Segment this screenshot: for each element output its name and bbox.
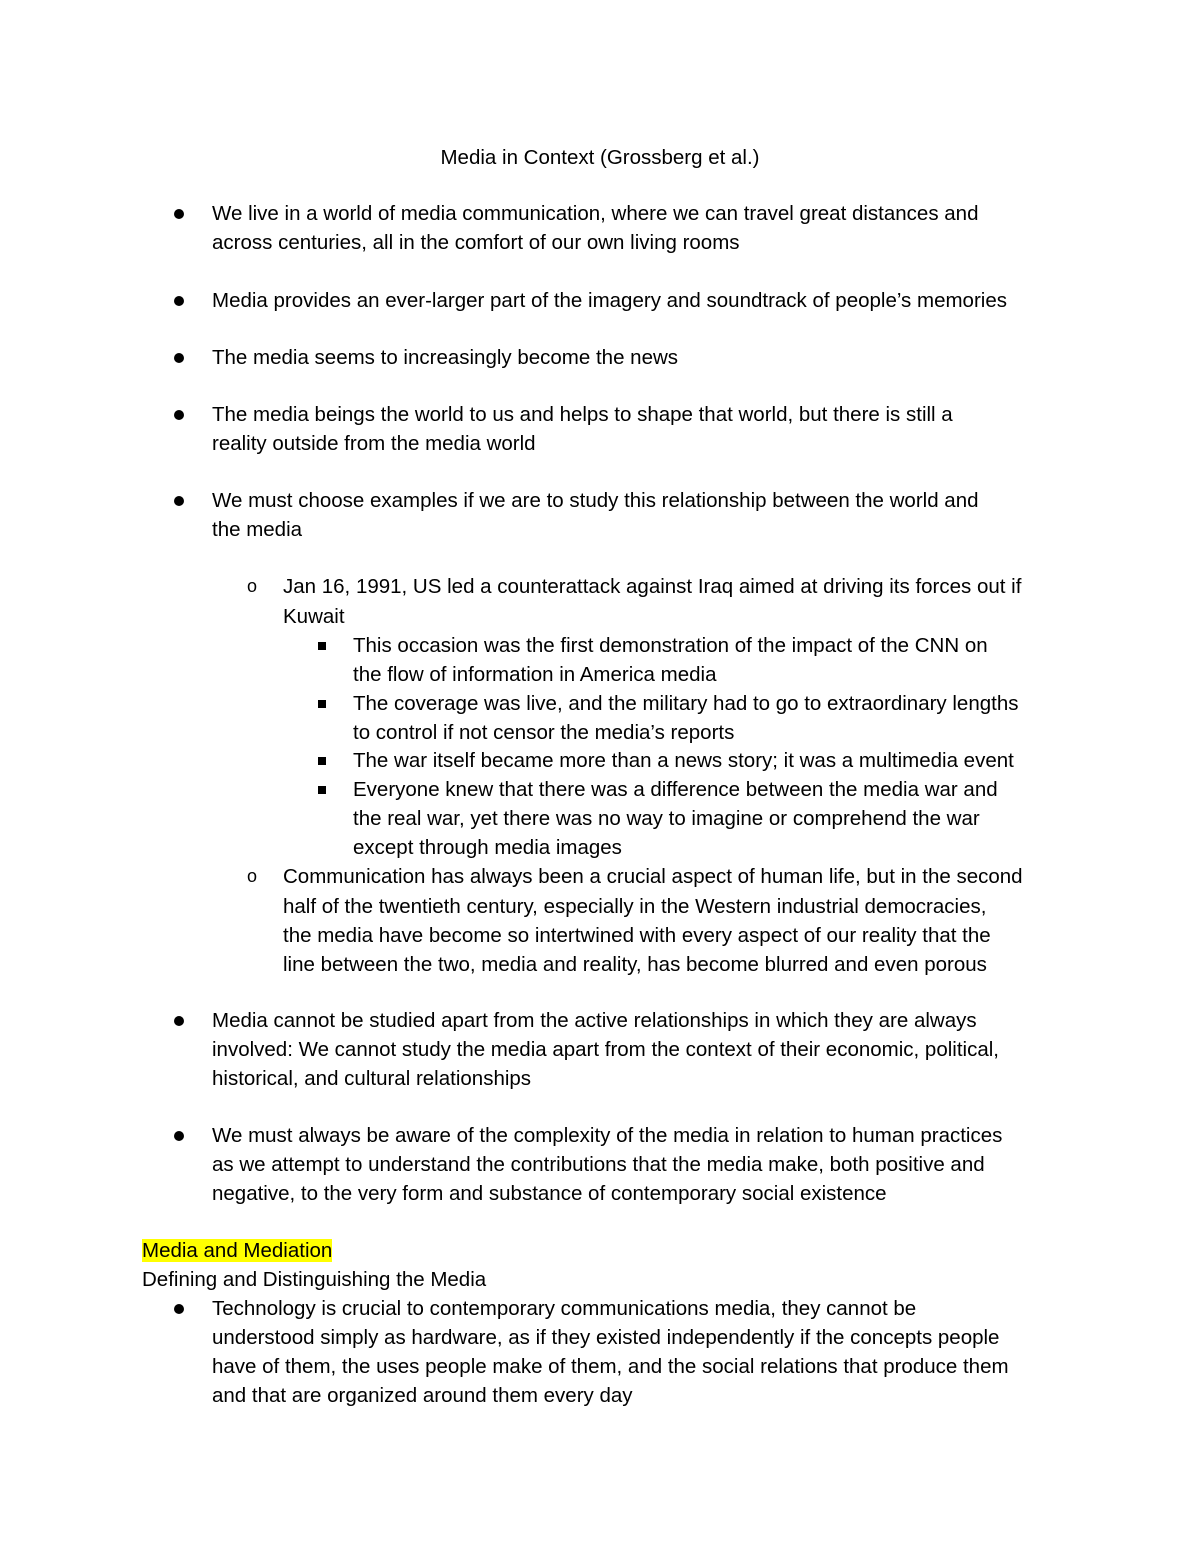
section-bullet-1-line-3: have of them, the uses people make of them, and the social relations that produce them [212,1355,1009,1378]
square-bullet-marker [318,642,326,650]
bullet-7-line-3: negative, to the very form and substance of contemporary social existence [212,1182,887,1205]
section-bullet-1-line-1: Technology is crucial to contemporary communications media, they cannot be [212,1297,917,1320]
section-heading-highlight: Media and Mediation [142,1239,333,1262]
sub-bullet-2-line-3: the media have become so intertwined with every aspect of our reality that the [283,924,991,947]
sub-sub-bullet-3-line-1: The war itself became more than a news story; it was a multimedia event [353,749,1014,772]
bullet-5-line-2: the media [212,518,303,541]
sub-bullet-1-line-1: Jan 16, 1991, US led a counterattack against Iraq aimed at driving its forces out if [283,575,1022,598]
square-bullet-marker [318,786,326,794]
section-bullet-1-line-4: and that are organized around them every day [212,1384,633,1407]
bullet-marker [174,496,184,506]
sub-sub-bullet-4-line-1: Everyone knew that there was a difference between the media war and [353,778,998,801]
square-bullet-marker [318,700,326,708]
document-title: Media in Context (Grossberg et al.) [440,146,760,169]
sub-bullet-2-line-2: half of the twentieth century, especially in the Western industrial democracies, [283,895,987,918]
bullet-marker [174,1304,184,1314]
bullet-1-line-1: We live in a world of media communication, where we can travel great distances and [212,202,979,225]
bullet-6-line-2: involved: We cannot study the media apart from the context of their economic, political, [212,1038,999,1061]
section-heading [142,1236,332,1265]
section-subheading: Defining and Distinguishing the Media [142,1268,487,1291]
square-bullet-marker [318,757,326,765]
bullet-marker [174,353,184,363]
bullet-6-line-1: Media cannot be studied apart from the active relationships in which they are always [212,1009,977,1032]
bullet-1-line-2: across centuries, all in the comfort of our own living rooms [212,231,740,254]
bullet-marker [174,296,184,306]
bullet-2-line-1: Media provides an ever-larger part of the imagery and soundtrack of people’s memories [212,289,1007,312]
circle-bullet-marker: o [247,866,258,886]
sub-bullet-1-line-2: Kuwait [283,605,345,628]
sub-sub-bullet-1-line-1: This occasion was the first demonstration of the impact of the CNN on [353,634,988,657]
sub-sub-bullet-1-line-2: the flow of information in America media [353,663,717,686]
sub-sub-bullet-2-line-1: The coverage was live, and the military had to go to extraordinary lengths [353,692,1019,715]
sub-sub-bullet-2-line-2: to control if not censor the media’s reports [353,721,735,744]
circle-bullet-marker: o [247,576,258,596]
bullet-6-line-3: historical, and cultural relationships [212,1067,532,1090]
bullet-7-line-1: We must always be aware of the complexity of the media in relation to human practices [212,1124,1003,1147]
sub-bullet-2-line-4: line between the two, media and reality, has become blurred and even porous [283,953,987,976]
bullet-3-line-1: The media seems to increasingly become the news [212,346,679,369]
bullet-marker [174,1016,184,1026]
bullet-4-line-2: reality outside from the media world [212,432,536,455]
bullet-marker [174,1131,184,1141]
sub-sub-bullet-4-line-3: except through media images [353,836,622,859]
bullet-marker [174,410,184,420]
bullet-7-line-2: as we attempt to understand the contributions that the media make, both positive and [212,1153,985,1176]
bullet-5-line-1: We must choose examples if we are to study this relationship between the world and [212,489,979,512]
section-bullet-1-line-2: understood simply as hardware, as if they existed independently if the concepts people [212,1326,1000,1349]
bullet-marker [174,209,184,219]
bullet-4-line-1: The media beings the world to us and helps to shape that world, but there is still a [212,403,953,426]
sub-sub-bullet-4-line-2: the real war, yet there was no way to imagine or comprehend the war [353,807,980,830]
sub-bullet-2-line-1: Communication has always been a crucial aspect of human life, but in the second [283,865,1023,888]
